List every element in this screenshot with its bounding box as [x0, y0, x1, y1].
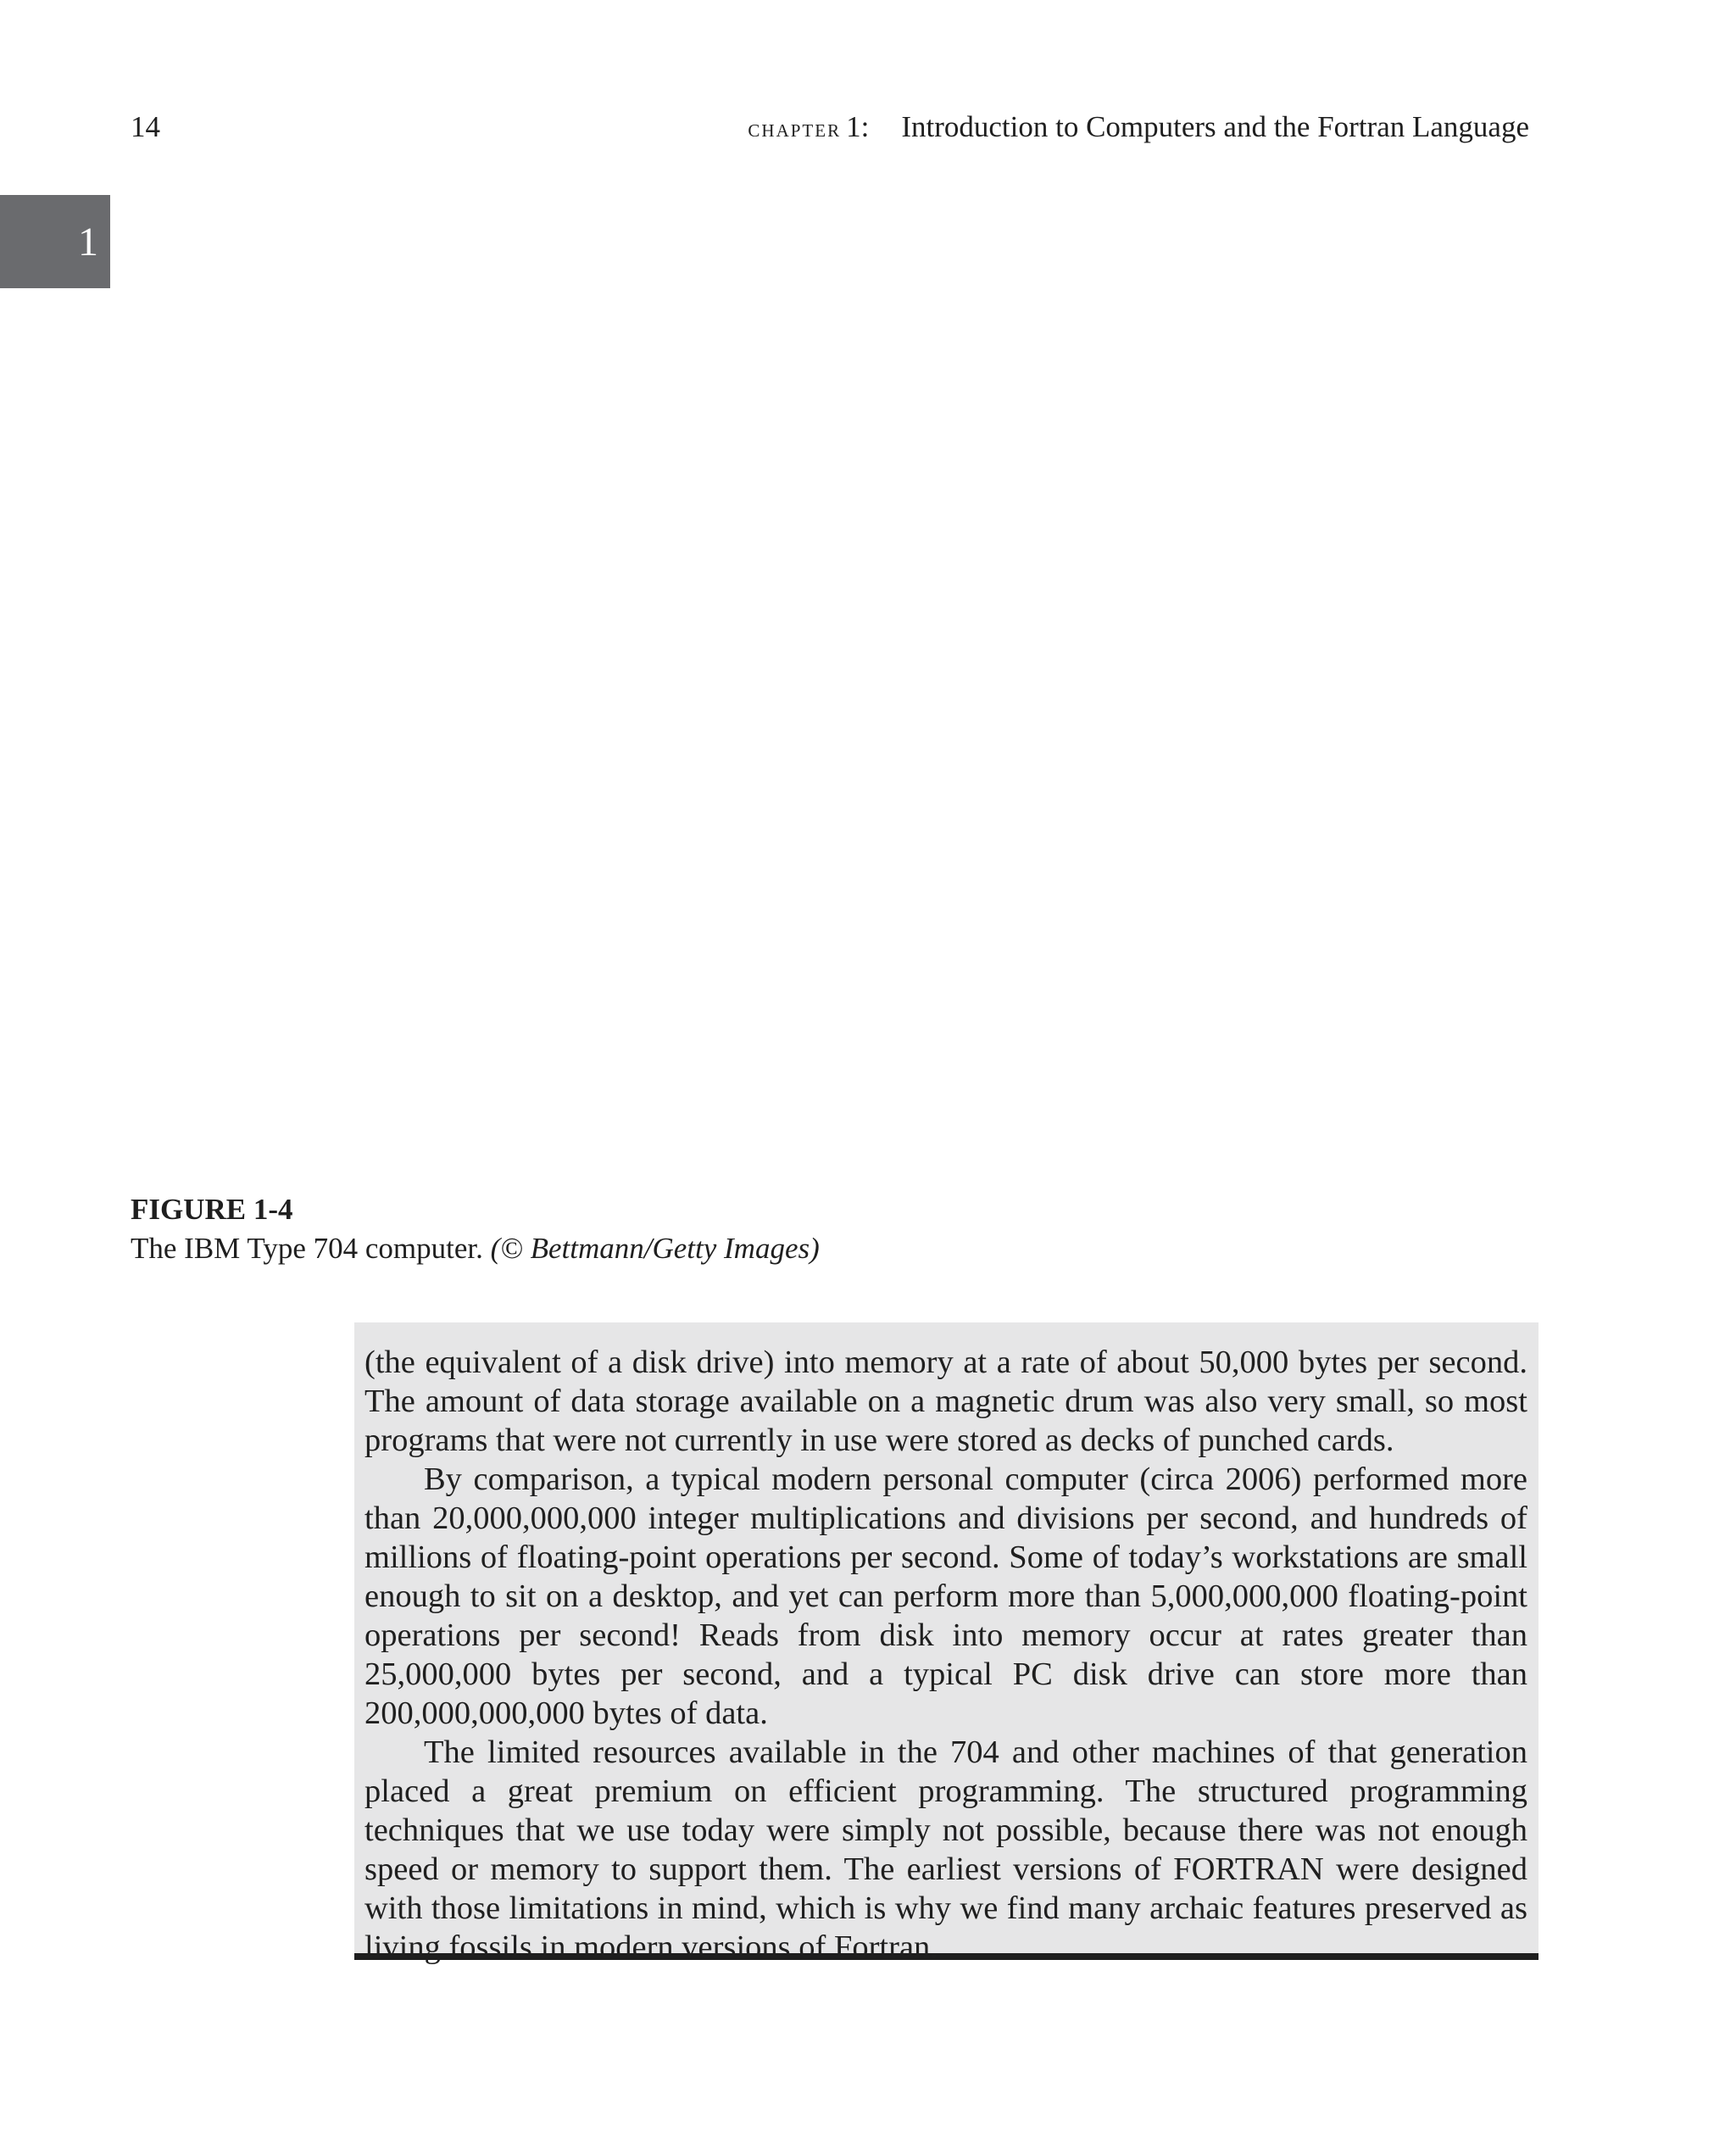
box-paragraph-2: By comparison, a typical modern personal computer (circa 2006) performed more than 20,000,000,000 integer multiplications and divisions per second, and hundreds of millions of floating-point operations per second. Some of today’s workstations are small enough to sit on a desktop, and yet can perform more than 5,000,000,000 floating-point operations per second! Reads from disk into memory occur at rates greater than 25,000,000 bytes per second, and a typical PC disk drive can store more than 200,000,000,000 bytes of data.	[364, 1461, 1527, 1731]
figure-caption-main: The IBM Type 704 computer.	[131, 1232, 483, 1265]
figure-credit: (© Bettmann/Getty Images)	[490, 1232, 820, 1265]
page-number: 14	[131, 110, 160, 143]
box-paragraph-1: (the equivalent of a disk drive) into memory at a rate of about 50,000 bytes per second. The amount of data storage available on a magnetic drum was also very small, so most programs that were not currently in use were stored as decks of punched cards.	[364, 1345, 1527, 1458]
figure-caption-text	[131, 1232, 820, 1265]
figure-image-area	[131, 195, 1529, 1170]
chapter-tab-number: 1	[78, 220, 98, 264]
sidebar-box	[354, 1322, 1538, 1965]
running-head	[748, 109, 1529, 148]
figure-label: FIGURE 1-4	[131, 1193, 293, 1226]
chapter-word: chapter	[748, 114, 842, 142]
chapter-tab	[0, 195, 110, 288]
sidebar-box-text	[364, 1343, 1527, 1967]
chapter-number: 1:	[846, 110, 870, 143]
chapter-title: Introduction to Computers and the Fortran Language	[901, 110, 1529, 143]
figure-caption	[131, 1190, 820, 1268]
box-paragraph-3: The limited resources available in the 704 and other machines of that generation placed a great premium on efficient programming. The structured programming techniques that we use today were simply not possible, because there was not enough speed or memory to support them. The earliest versions of FORTRAN were designed with those limitations in mind, which is why we find many archaic features preserved as living fossils in modern versions of Fortran.	[364, 1734, 1527, 1965]
